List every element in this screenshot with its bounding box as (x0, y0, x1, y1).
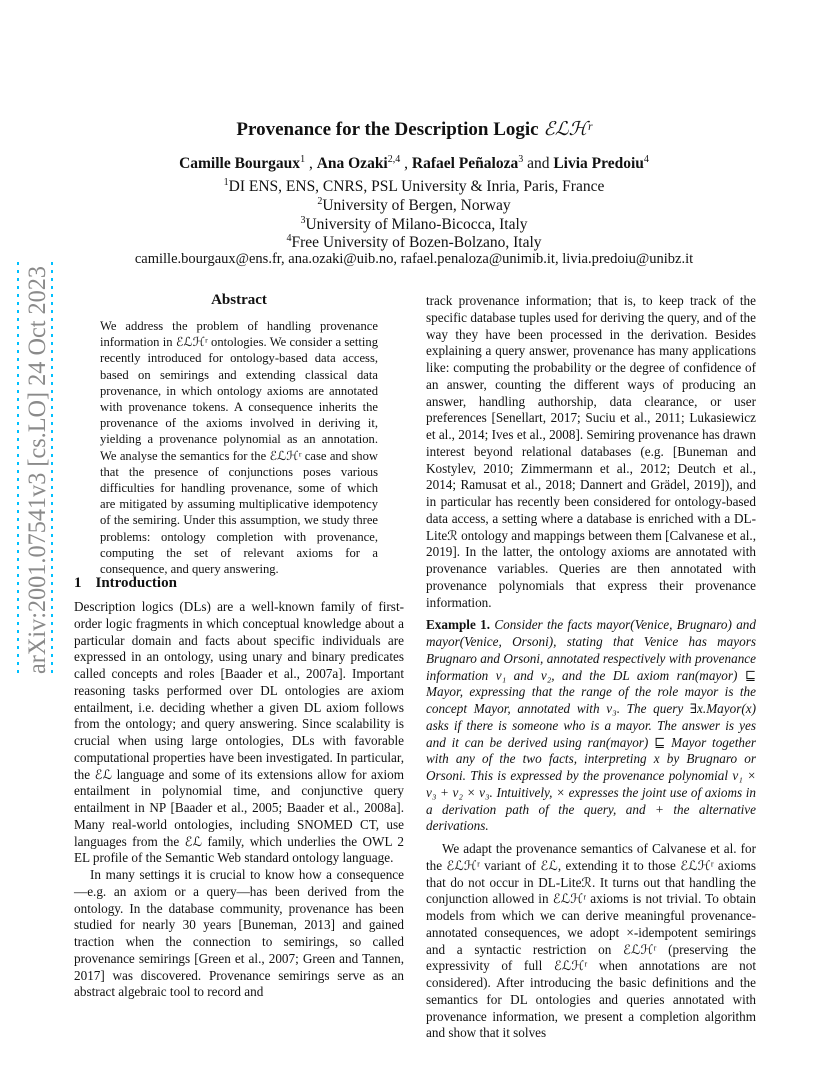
intro-paragraph-4: We adapt the provenance semantics of Calvanese et al. for the ℰℒℋʳ variant of ℰℒ, extending it to those ℰℒℋʳ axioms that do not occur in DL-Liteℛ. It turns out that handling the conjunction allowed in ℰℒℋʳ axioms is not trivial. To obtain models from which we can derive meaningful provenance-annotated consequences, we adopt ×-idempotent semirings and a syntactic restriction on ℰℒℋʳ (preserving the expressivity of full ℰℒℋʳ when annotations are not considered). After introducing the basic definitions and the semantics for DL ontologies and queries annotated with provenance information, we present a completion algorithm and show that it solves (426, 841, 756, 1041)
affiliation (0, 233, 828, 252)
author-affil-mark: 1 (300, 154, 306, 165)
affiliation-mark: 2 (317, 196, 323, 207)
arxiv-stamp-text: arXiv:2001.07541v3 [cs.LO] 24 Oct 2023 (24, 262, 51, 674)
abstract-body: We address the problem of handling provenance information in ℰℒℋʳ ontologies. We consider a setting recently introduced for ontology-based data access, based on semirings and extending classical data provenance, in which ontology axioms are annotated with provenance tokens. A consequence inherits the provenance of the axioms involved in deriving it, yielding a provenance polynomial as an annotation. We analyse the semantics for the ℰℒℋʳ case and show that the presence of conjunctions poses various difficulties for handling provenance, some of which are mitigated by assuming multiplicative idempotency of the semiring. Under this assumption, we study three problems: ontology completion with provenance, computing the set of relevant axioms for a consequence, and query answering. (100, 319, 378, 577)
author-name: Livia Predoiu (553, 155, 644, 173)
intro-paragraph-2: In many settings it is crucial to know how a consequence—e.g. an axiom or a query—has been derived from the ontology. In the database community, provenance has been studied for nearly 30 years [Buneman, 2013] and gained traction when the connection to semirings, so called provenance semirings [Green et al., 2007; Green and Tannen, 2017] was discovered. Provenance semirings serve as an abstract algebraic tool to record and (74, 867, 404, 1000)
example-label: Example 1. (426, 617, 491, 633)
title-logic-name: ℰℒℋʳ (543, 119, 592, 140)
affiliation-text: University of Milano-Bicocca, Italy (305, 216, 528, 234)
author-name: Rafael Peñaloza (411, 155, 519, 173)
affiliation-text: University of Bergen, Norway (322, 197, 511, 215)
affiliation (0, 215, 828, 234)
affiliation-mark: 1 (223, 177, 229, 188)
example-block (426, 617, 756, 835)
author-emails: camille.bourgaux@ens.fr, ana.ozaki@uib.no, rafael.penaloza@unimib.it, livia.predoiu@unibz.it (134, 251, 694, 267)
arxiv-stamp (8, 262, 58, 677)
affiliation (0, 196, 828, 215)
paper-title (0, 118, 828, 141)
section-heading (74, 575, 191, 592)
abstract-heading: Abstract (211, 292, 267, 308)
intro-paragraph-1: Description logics (DLs) are a well-known family of first-order logic fragments in which conceptual knowledge about a particular domain and facts about specific individuals are expressed in an ontology, using unary and binary predicates called concepts and roles [Baader et al., 2007a]. Important reasoning tasks performed over DL ontologies are axiom entailment, i.e. deciding whether a given DL axiom follows from the ontology; and query answering. Since scalability is crucial when using large ontologies, DLs with favorable computational properties have been investigated. In particular, the ℰℒ language and some of its extensions allow for axiom entailment in polynomial time, and conjunctive query entailment in NP [Baader et al., 2005; Baader et al., 2008a]. Many real-world ontologies, including SNOMED CT, use languages from the ℰℒ family, which underlies the OWL 2 EL profile of the Semantic Web standard ontology language. (74, 599, 404, 866)
intro-right-column (426, 293, 756, 1042)
author-name: Ana Ozaki (316, 155, 388, 173)
affiliation-mark: 3 (300, 215, 306, 226)
section-number: 1 (74, 575, 82, 591)
affiliation-text: DI ENS, ENS, CNRS, PSL University & Inria, Paris, France (228, 178, 605, 196)
affiliation (0, 177, 828, 196)
intro-left-column (74, 599, 404, 1001)
title-text: Provenance for the Description Logic (236, 119, 539, 140)
author-and: and (527, 155, 550, 173)
intro-paragraph-3: track provenance information; that is, to keep track of the specific database tuples used for deriving the query, and of the way they have been processed in the derivation. Besides explaining a query answer, provenance has many applications like: computing the probability or the degree of confidence of an answer, counting the different ways of producing an answer, handling authorship, data clearance, or user preferences [Senellart, 2017; Suciu et al., 2011; Lukasiewicz et al., 2014; Ives et al., 2008]. Semiring provenance has drawn interest beyond relational databases (e.g. [Buneman and Kostylev, 2010; Zimmermann et al., 2012; Deutch et al., 2014; Ramusat et al., 2018; Dannert and Grädel, 2019]), and in particular has recently been considered for ontology-based data access, a setting where a database is enriched with a DL-Liteℛ ontology and mappings between them [Calvanese et al., 2019]. In the latter, the ontology axioms are annotated with provenance variables. Queries are then annotated with provenance polynomials that express their provenance information. (426, 293, 756, 610)
example-text: Consider the facts mayor(Venice, Brugnaro) and mayor(Venice, Orsoni), stating that Venice has mayors Brugnaro and Orsoni, annotated respectively with provenance information v₁ and v₂, and the DL axiom ran(mayor) ⊑ Mayor, expressing that the range of the role mayor is the concept Mayor, annotated with v₃. The query ∃x.Mayor(x) asks if there is someone who is a mayor. The answer is yes and it can be derived using ran(mayor) ⊑ Mayor together with any of the two facts, interpreting x by Brugnaro or Orsoni. This is expressed by the provenance polynomial v₁ × v₃ + v₂ × v₃. Intuitively, × expresses the joint use of axioms in a derivation path of the query, and + the alternative derivations. (426, 617, 756, 834)
author-affil-mark: 3 (518, 154, 524, 165)
affiliation-mark: 4 (286, 233, 292, 244)
author-list: Camille Bourgaux$^1$ , Ana Ozaki$^{2,4}$ , Rafael Peñaloza$^3$ and Livia Predoiu$^4$ (179, 154, 649, 173)
author-affil-mark: 4 (643, 154, 649, 165)
arxiv-stamp-graphic (8, 262, 58, 677)
section-title: Introduction (95, 575, 177, 591)
affiliation-text: Free University of Bozen-Bolzano, Italy (291, 234, 542, 252)
author-name: Camille Bourgaux (179, 155, 301, 173)
author-affil-mark: 2,4 (387, 154, 401, 165)
